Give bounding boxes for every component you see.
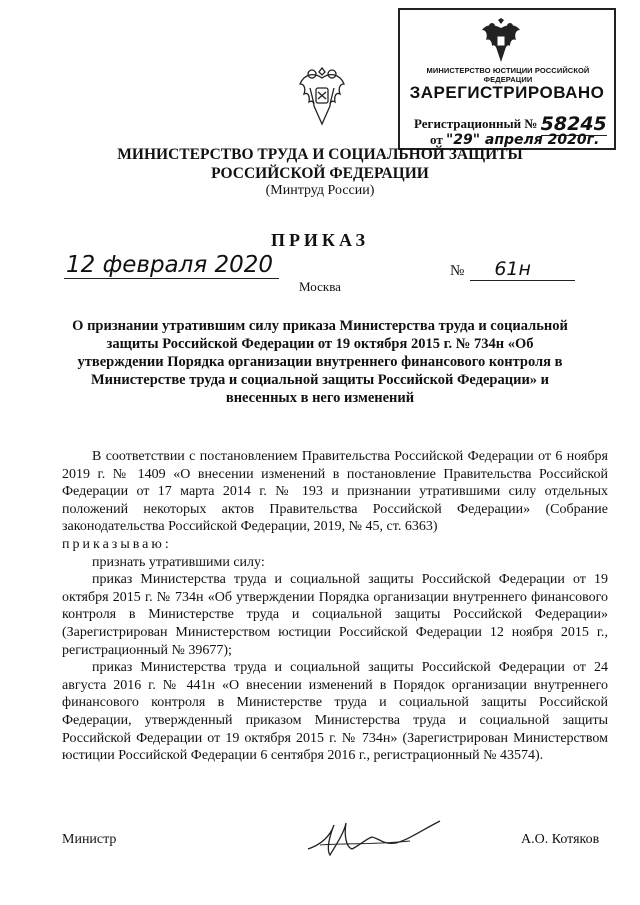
order-number-label: №	[450, 263, 465, 279]
stamp-eagle-icon	[480, 18, 522, 64]
order-heading: О признании утратившим силу приказа Министерства труда и социальной защиты Российской Федерации от 19 октября 2015 г. № 734н «Об утверждении Порядка организации внутреннего финансового контроля в Министерстве труда и социальной защиты Российской Федерации» и внесенных в него изменений	[72, 318, 568, 406]
ministry-line2: РОССИЙСКОЙ ФЕДЕРАЦИИ	[211, 165, 429, 182]
city: Москва	[299, 279, 341, 294]
order-body	[62, 448, 608, 765]
signatory-position: Министр	[62, 832, 117, 847]
order-number	[450, 258, 575, 280]
signatory-name: А.О. Котяков	[521, 832, 600, 847]
body-paragraph: В соответствии с постановлением Правительства Российской Федерации от 6 ноября 2019 г. № 1409 «О внесении изменений в постановление Правительства Российской Федерации от 17 марта 2014 г. № 193 и признании утратившими силу отдельных положений некоторых актов Правительства Российской Федерации» (Собрание законодательства Российской Федерации, 2019, № 45, ст. 6363)	[62, 449, 608, 535]
registration-stamp	[398, 8, 616, 150]
stamp-reg-label: Регистрационный №	[414, 116, 538, 131]
order-date-value: 12 февраля 2020	[64, 252, 279, 279]
ministry-line1: МИНИСТЕРСТВО ТРУДА И СОЦИАЛЬНОЙ ЗАЩИТЫ	[117, 146, 523, 163]
document-type: ПРИКАЗ	[270, 230, 370, 250]
order-number-value: 61н	[470, 258, 575, 281]
state-emblem-icon	[298, 64, 346, 130]
body-decree: приказываю:	[62, 536, 172, 552]
body-paragraph: приказ Министерства труда и социальной защиты Российской Федерации от 24 августа 2016 г. № 441н «О внесении изменений в Порядок организации внутреннего финансового контроля в Министерстве труда и социальной защиты Российской Федерации, утвержденный приказом Министерства труда и социальной защиты Российской Федерации от 19 октября 2015 г. № 734н» (Зарегистрирован Министерством юстиции Российской Федерации 6 сентября 2016 г., регистрационный № 43574).	[62, 660, 608, 764]
order-date	[64, 252, 279, 278]
stamp-registered: ЗАРЕГИСТРИРОВАНО	[409, 83, 605, 102]
stamp-org: МИНИСТЕРСТВО ЮСТИЦИИ РОССИЙСКОЙ ФЕДЕРАЦИИ	[426, 66, 590, 84]
stamp-reg-number-line	[414, 111, 607, 134]
handwritten-signature	[300, 815, 450, 863]
stamp-date-label: от	[430, 132, 443, 147]
ministry-name	[60, 145, 580, 183]
stamp-reg-number: 58245	[540, 113, 607, 135]
body-paragraph: признать утратившими силу:	[92, 554, 265, 570]
body-paragraph: приказ Министерства труда и социальной защиты Российской Федерации от 19 октября 2015 г. № 734н «Об утверждении Порядка организации внутреннего финансового контроля в Министерстве труда и социальной защиты Российской Федерации» (Зарегистрирован Министерством юстиции Российской Федерации 12 ноября 2015 г., регистрационный № 39677);	[62, 572, 608, 658]
stamp-date-value: "29" апреля 2020г.	[445, 132, 600, 148]
ministry-short-name: (Минтруд России)	[265, 183, 375, 198]
